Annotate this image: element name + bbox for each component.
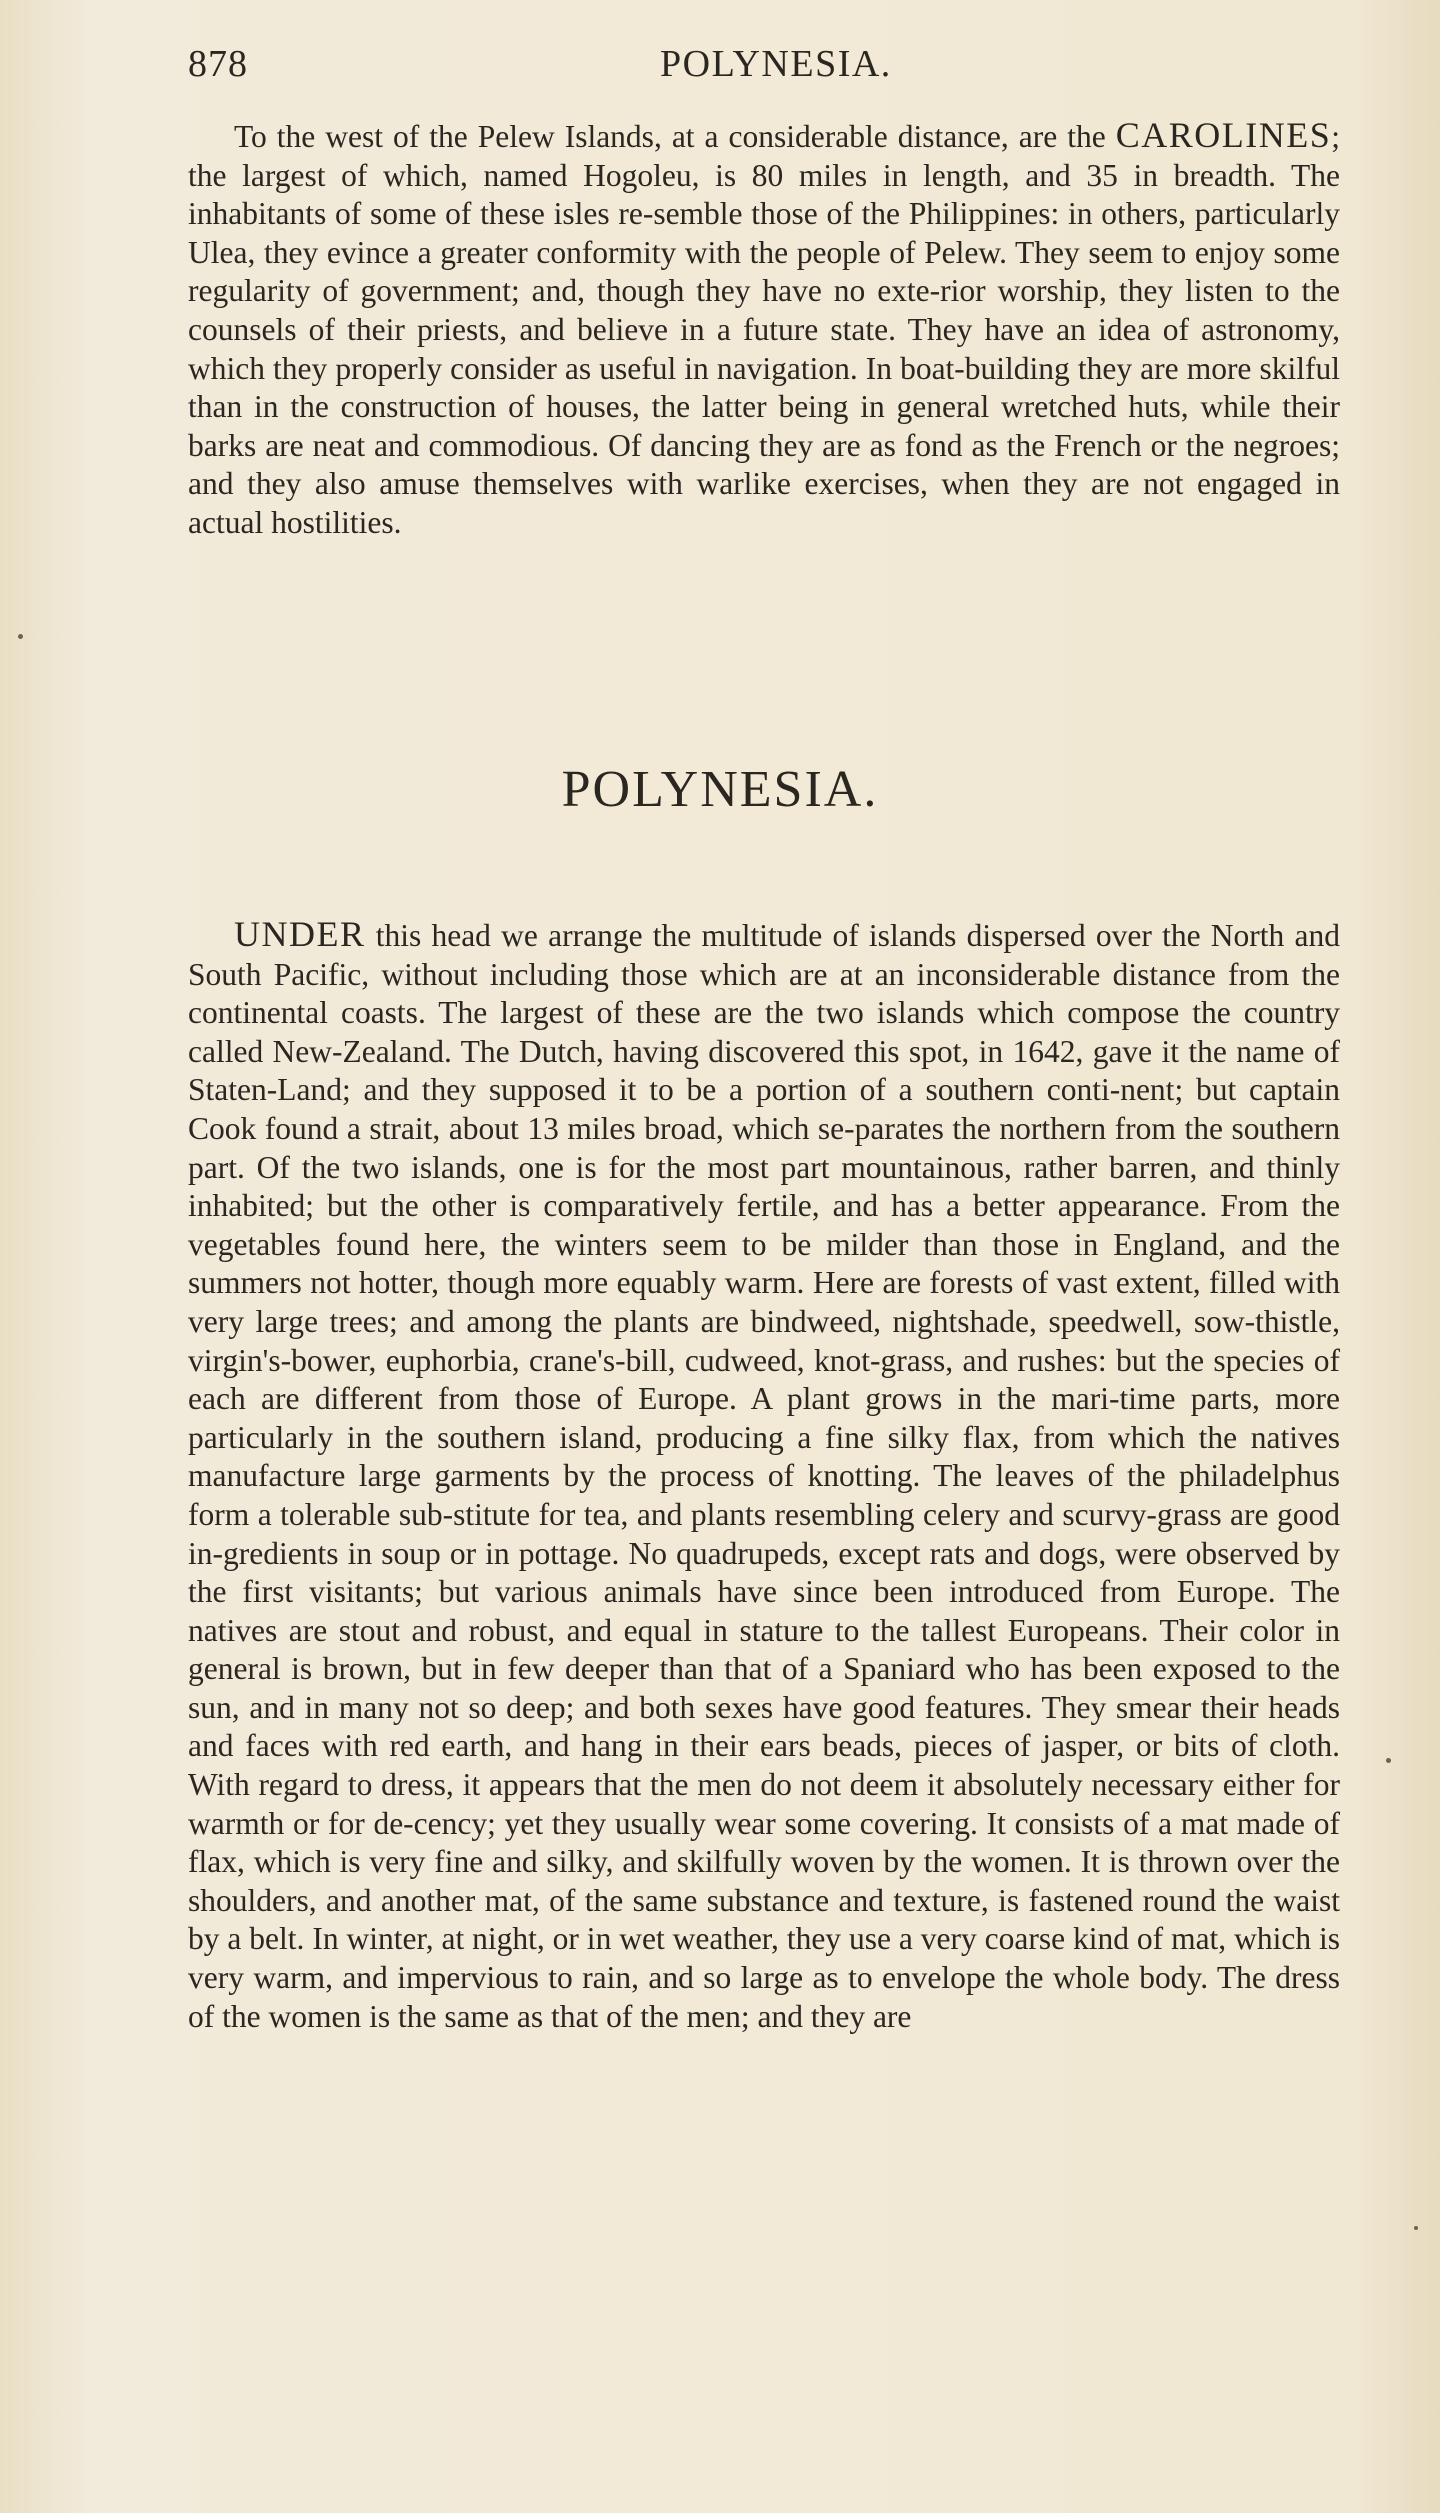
running-head: POLYNESIA.: [660, 43, 892, 85]
carolines-paragraph-block: [188, 116, 1340, 543]
carolines-paragraph: [188, 116, 1340, 543]
ink-speck: [1414, 2226, 1418, 2230]
paragraph-text-start: To the west of the Pelew Islands, at a considerable distance, are the: [234, 119, 1116, 154]
section-title: POLYNESIA.: [561, 761, 879, 818]
polynesia-paragraph: [188, 915, 1340, 2036]
paragraph-text-rest: ; the largest of which, named Hogoleu, is 80 miles in length, and 35 in breadth. The inhabitants of some of these isles re-semble those of the Philippines: in others, particularly Ulea, they evince a greater conformity with the people of Pelew. They seem to enjoy some regularity of government; and, though they have no exte-rior worship, they listen to the counsels of their priests, and believe in a future state. They have an idea of astronomy, which they properly consider as useful in navigation. In boat-building they are more skilful than in the construction of houses, the latter being in general wretched huts, while their barks are neat and commodious. Of dancing they are as fond as the French or the negroes; and they also amuse themselves with warlike exercises, when they are not engaged in actual hostilities.: [188, 119, 1340, 540]
paragraph-body: this head we arrange the multitude of islands dispersed over the North and South Pacific, without including those which are at an inconsiderable distance from the continental coasts. The largest of these are the two islands which compose the country called New-Zealand. The Dutch, having discovered this spot, in 1642, gave it the name of Staten-Land; and they supposed it to be a portion of a southern conti-nent; but captain Cook found a strait, about 13 miles broad, which se-parates the northern from the southern part. Of the two islands, one is for the most part mountainous, rather barren, and thinly inhabited; but the other is comparatively fertile, and has a better appearance. From the vegetables found here, the winters seem to be milder than those in England, and the summers not hotter, though more equably warm. Here are forests of vast extent, filled with very large trees; and among the plants are bindweed, nightshade, speedwell, sow-thistle, virgin's-bower, euphorbia, crane's-bill, cudweed, knot-grass, and rushes: but the species of each are different from those of Europe. A plant grows in the mari-time parts, more particularly in the southern island, producing a fine silky flax, from which the natives manufacture large garments by the process of knotting. The leaves of the philadelphus form a tolerable sub-stitute for tea, and plants resembling celery and scurvy-grass are good in-gredients in soup or in pottage. No quadrupeds, except rats and dogs, were observed by the first visitants; but various animals have since been introduced from Europe. The natives are stout and robust, and equal in stature to the tallest Europeans. Their color in general is brown, but in few deeper than that of a Spaniard who has been exposed to the sun, and in many not so deep; and both sexes have good features. They smear their heads and faces with red earth, and hang in their ears beads, pieces of jasper, or bits of cloth. With regard to dress, it appears that the men do not deem it absolutely necessary either for warmth or for de-cency; yet they usually wear some covering. It consists of a mat made of flax, which is very fine and silky, and skilfully woven by the women. It is thrown over the shoulders, and another mat, of the same substance and texture, is fastened round the waist by a belt. In winter, at night, or in wet weather, they use a very coarse kind of mat, which is very warm, and impervious to rain, and so large as to envelope the whole body. The dress of the women is the same as that of the men; and they are: [188, 918, 1340, 2034]
page-header: [188, 42, 1340, 92]
carolines-heading-word: CAROLINES: [1115, 115, 1332, 155]
ink-speck: [1386, 1758, 1391, 1763]
ink-speck: [18, 634, 23, 639]
under-lead-word: UNDER: [234, 914, 366, 954]
polynesia-paragraph-block: [188, 915, 1340, 2036]
page-number: 878: [188, 43, 248, 85]
